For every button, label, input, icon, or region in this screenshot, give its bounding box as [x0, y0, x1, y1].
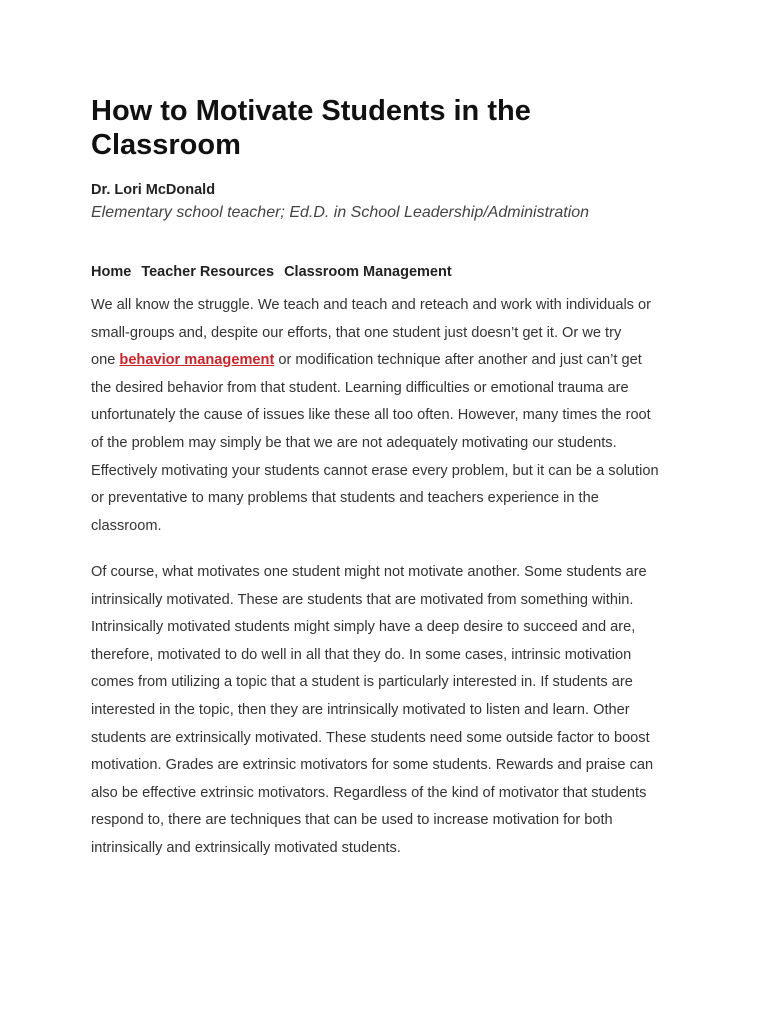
text-line: intrinsically motivated. These are students that are motivated from something within. — [91, 591, 634, 608]
text-segment: or modification technique after another and just can’t get — [274, 352, 642, 369]
breadcrumb-teacher-resources[interactable]: Teacher Resources — [141, 264, 275, 280]
behavior-management-link[interactable]: behavior management — [119, 352, 275, 369]
breadcrumb-home[interactable]: Home — [91, 264, 132, 280]
text-line: comes from utilizing a topic that a student is particularly interested in. If students are — [91, 674, 633, 691]
text-line: motivation. Grades are extrinsic motivators for some students. Rewards and praise can — [91, 757, 654, 774]
title-line: Classroom — [91, 129, 241, 161]
paragraph-2 — [91, 559, 653, 863]
breadcrumb — [91, 264, 458, 280]
text-line: Effectively motivating your students cannot erase every problem, but it can be a solution — [91, 462, 659, 479]
article-title — [91, 94, 531, 162]
title-line: How to Motivate Students in the — [91, 95, 531, 127]
text-line: respond to, there are techniques that can be used to increase motivation for both — [91, 812, 613, 829]
author-name: Dr. Lori McDonald — [91, 182, 216, 198]
paragraph-1 — [91, 292, 659, 540]
text-line: of the problem may simply be that we are not adequately motivating our students. — [91, 434, 617, 451]
text-line: intrinsically and extrinsically motivated students. — [91, 839, 401, 856]
text-line: Of course, what motivates one student might not motivate another. Some students are — [91, 564, 647, 580]
text-line: the desired behavior from that student. Learning difficulties or emotional trauma are — [91, 379, 629, 396]
text-line — [91, 347, 659, 375]
text-line: We all know the struggle. We teach and teach and reteach and work with individuals or — [91, 297, 652, 313]
text-line: Intrinsically motivated students might simply have a deep desire to succeed and are, — [91, 619, 636, 636]
text-line: also be effective extrinsic motivators. Regardless of the kind of motivator that students — [91, 784, 647, 801]
text-line: or preventative to many problems that students and teachers experience in the — [91, 490, 599, 507]
text-line: interested in the topic, then they are intrinsically motivated to listen and learn. Other — [91, 701, 630, 718]
text-line: classroom. — [91, 517, 162, 534]
author-role: Elementary school teacher; Ed.D. in School Leadership/Administration — [91, 204, 590, 221]
breadcrumb-classroom-management[interactable]: Classroom Management — [284, 264, 452, 280]
text-line: unfortunately the cause of issues like these all too often. However, many times the root — [91, 407, 651, 424]
text-line: students are extrinsically motivated. These students need some outside factor to boost — [91, 729, 650, 746]
text-line: small-groups and, despite our efforts, that one student just doesn’t get it. Or we try — [91, 324, 622, 341]
text-segment: one — [91, 352, 120, 369]
text-line: therefore, motivated to do well in all that they do. In some cases, intrinsic motivation — [91, 646, 632, 663]
